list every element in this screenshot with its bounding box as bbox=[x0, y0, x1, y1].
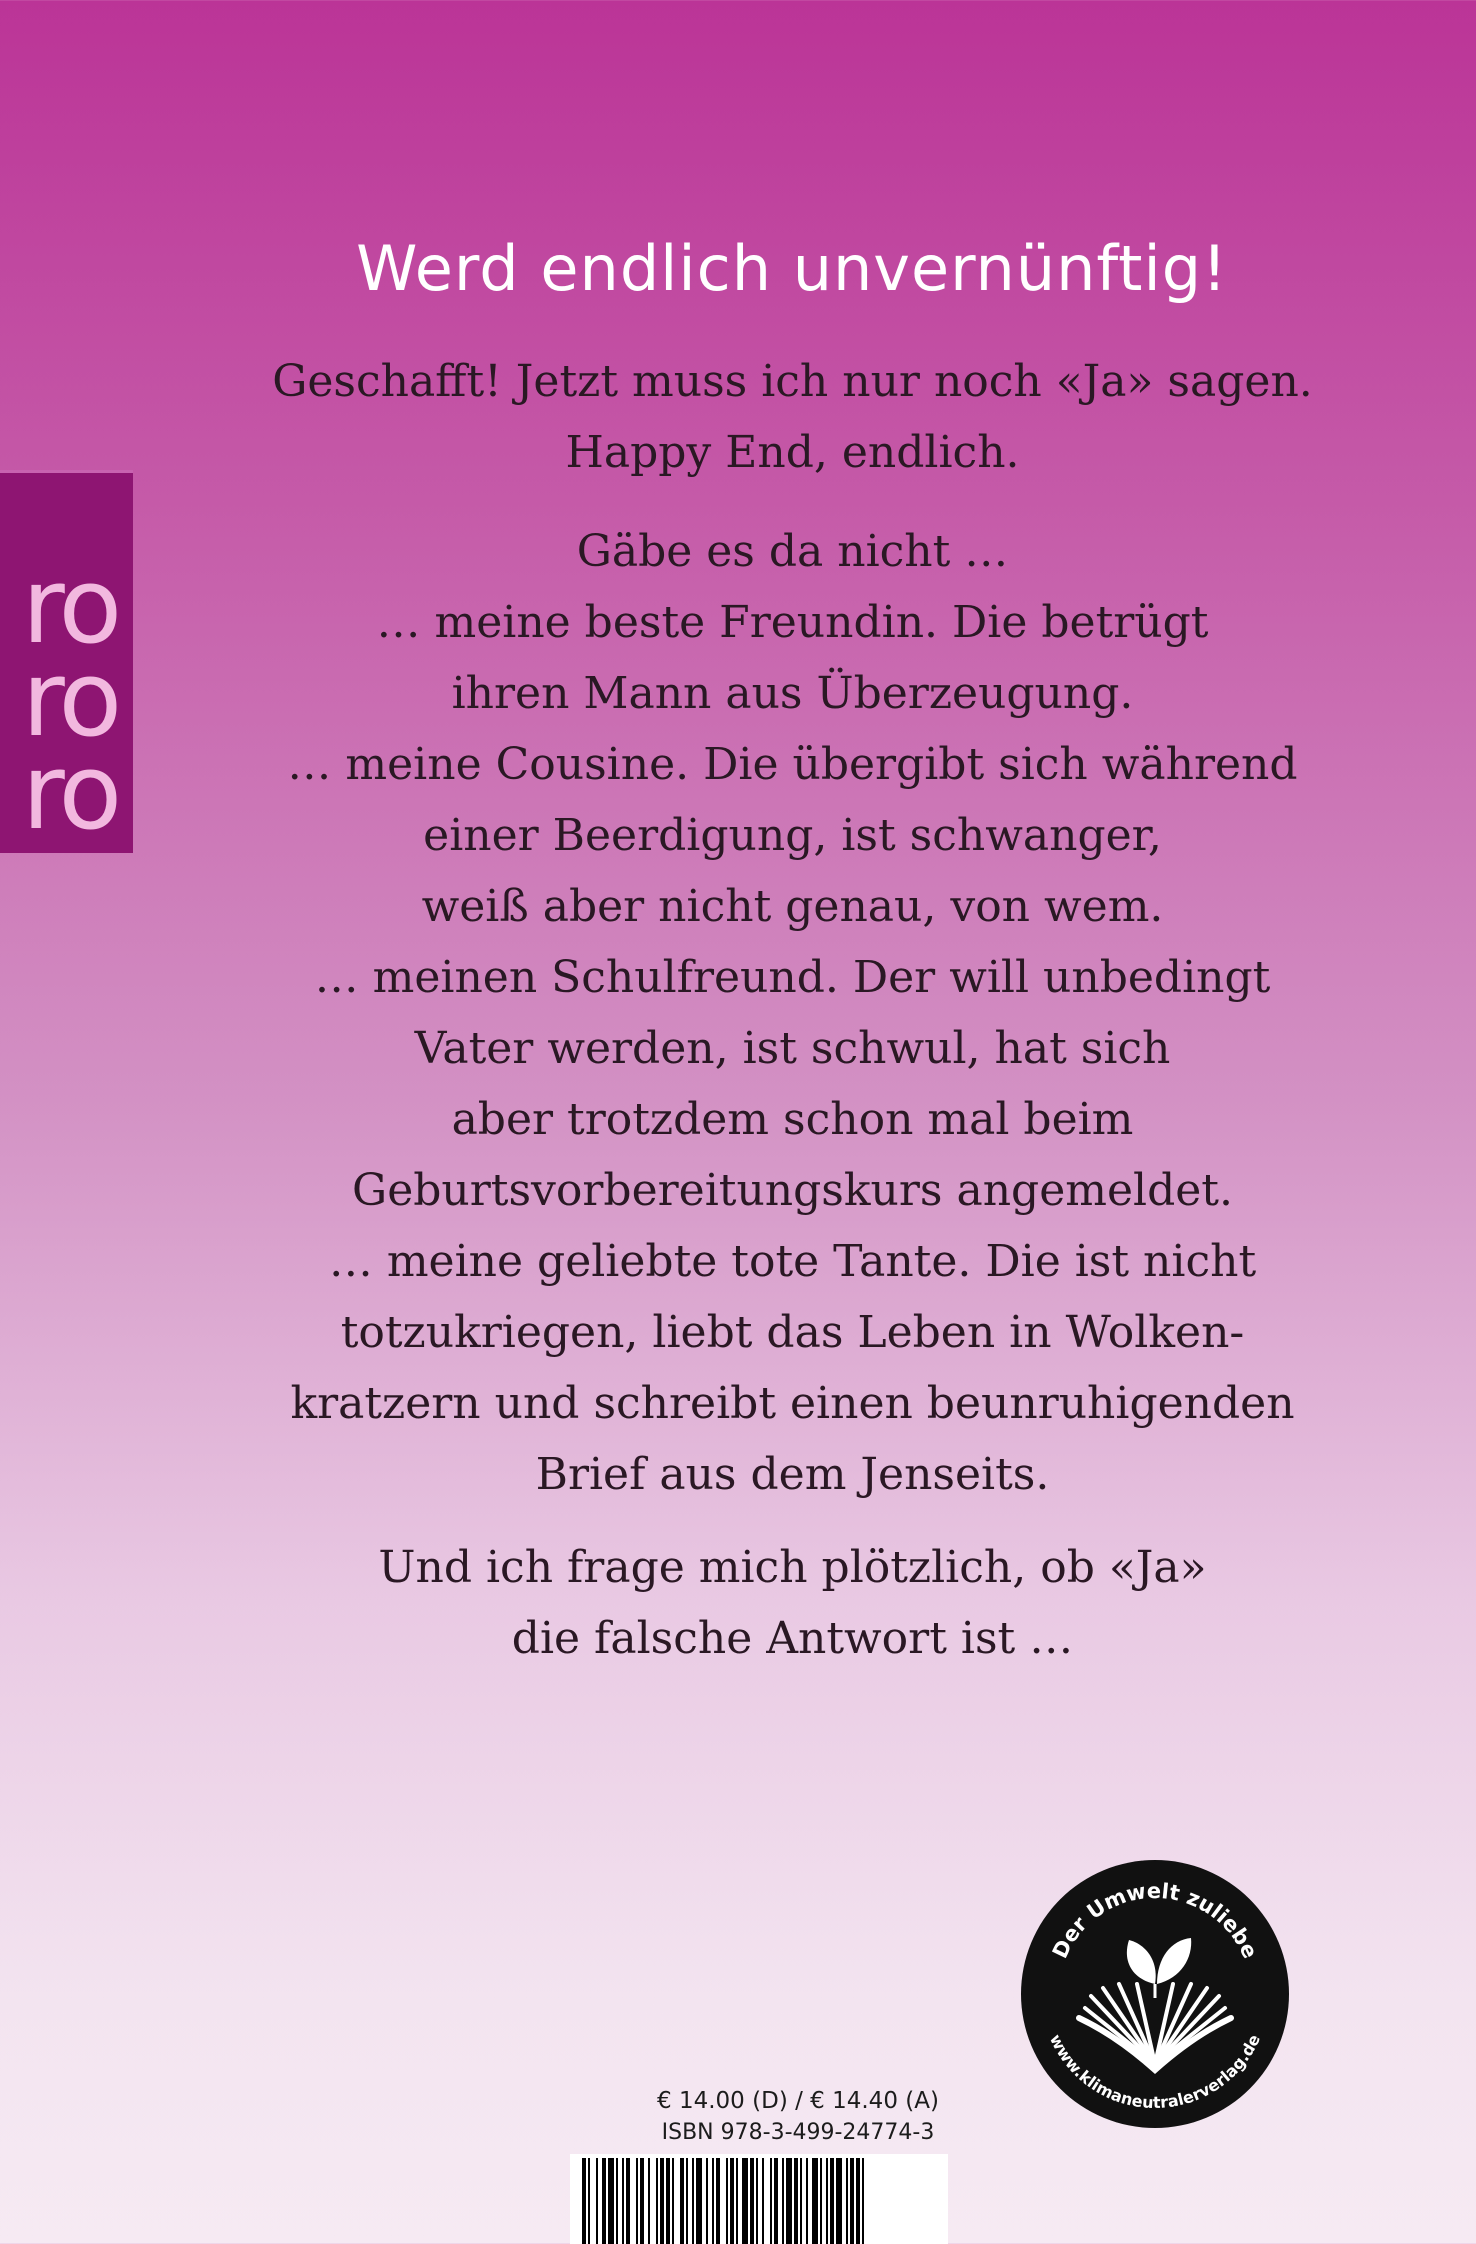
headline: Werd endlich unvernünftig! bbox=[356, 232, 1228, 305]
badge-bottom-text: www.klimaneutralerverlag.de bbox=[1045, 2031, 1265, 2113]
blurb-line: … meinen Schulfreund. Der will unbedingt bbox=[314, 952, 1271, 1003]
blurb-paragraph-characters bbox=[270, 516, 1315, 1510]
blurb-line: weiß aber nicht genau, von wem. bbox=[421, 881, 1164, 932]
barcode-bar bbox=[820, 2158, 822, 2244]
barcode-bar bbox=[742, 2158, 748, 2244]
barcode-bar bbox=[756, 2158, 758, 2244]
barcode-bar bbox=[794, 2158, 798, 2244]
publisher-logo-line: ro bbox=[22, 545, 119, 667]
barcode-bar bbox=[786, 2158, 792, 2244]
barcode-bar bbox=[672, 2158, 674, 2244]
barcode-bar bbox=[716, 2158, 720, 2244]
publisher-logo-line: ro bbox=[22, 731, 119, 853]
publisher-logo-line: ro bbox=[22, 638, 119, 760]
barcode-bar bbox=[862, 2158, 864, 2244]
barcode-bar bbox=[850, 2158, 854, 2244]
barcode-bar bbox=[582, 2158, 586, 2244]
barcode-bar bbox=[680, 2158, 684, 2244]
barcode-bar bbox=[636, 2158, 638, 2244]
blurb-line: … meine Cousine. Die übergibt sich während bbox=[287, 739, 1298, 790]
blurb-line: Geburtsvorbereitungskurs angemeldet. bbox=[352, 1165, 1233, 1216]
barcode-bar bbox=[826, 2158, 828, 2244]
barcode-bar bbox=[836, 2158, 842, 2244]
barcode-bar bbox=[692, 2158, 694, 2244]
barcode-bar bbox=[588, 2158, 590, 2244]
blurb-line: ihren Mann aus Überzeugung. bbox=[451, 668, 1134, 719]
barcode-bar bbox=[806, 2158, 808, 2244]
barcode-bar bbox=[770, 2158, 772, 2244]
blurb-line: … meine geliebte tote Tante. Die ist nicht bbox=[328, 1236, 1257, 1287]
barcode-bar bbox=[706, 2158, 708, 2244]
price-label: € 14.00 (D) / € 14.40 (A) bbox=[657, 2088, 939, 2114]
barcode-bar bbox=[736, 2158, 738, 2244]
barcode-bar bbox=[626, 2158, 630, 2244]
barcode-bar bbox=[774, 2158, 778, 2244]
barcode-bar bbox=[812, 2158, 818, 2244]
blurb-line: Und ich frage mich plötzlich, ob «Ja» bbox=[378, 1542, 1207, 1593]
barcode-bar bbox=[666, 2158, 670, 2244]
blurb-line: aber trotzdem schon mal beim bbox=[451, 1094, 1134, 1145]
barcode-bar bbox=[712, 2158, 714, 2244]
barcode-bar bbox=[830, 2158, 834, 2244]
blurb-paragraph-closing bbox=[270, 1532, 1315, 1674]
barcode-bar bbox=[616, 2158, 618, 2244]
barcode-bar bbox=[596, 2158, 598, 2244]
barcode-bar bbox=[696, 2158, 702, 2244]
isbn-label: ISBN 978-3-499-24774-3 bbox=[661, 2120, 935, 2145]
blurb-line: die falsche Antwort ist … bbox=[511, 1613, 1074, 1664]
blurb-line: totzukriegen, liebt das Leben in Wolken- bbox=[340, 1307, 1245, 1358]
blurb-paragraph-intro bbox=[270, 346, 1315, 488]
barcode-bar bbox=[608, 2158, 614, 2244]
barcode-bar bbox=[856, 2158, 860, 2244]
barcode bbox=[570, 2154, 948, 2244]
blurb-line: Vater werden, ist schwul, hat sich bbox=[414, 1023, 1171, 1074]
barcode-bar bbox=[660, 2158, 664, 2244]
barcode-bar bbox=[686, 2158, 688, 2244]
barcode-bar bbox=[726, 2158, 728, 2244]
blurb-line: … meine beste Freundin. Die betrügt bbox=[376, 597, 1209, 648]
blurb-line: Gäbe es da nicht … bbox=[576, 526, 1009, 577]
blurb-line: kratzern und schreibt einen beunruhigenden bbox=[290, 1378, 1295, 1429]
barcode-bar bbox=[762, 2158, 764, 2244]
blurb-line: Brief aus dem Jenseits. bbox=[535, 1449, 1050, 1500]
badge-top-text: Der Umwelt zuliebe bbox=[1047, 1878, 1263, 1963]
barcode-bar bbox=[846, 2158, 848, 2244]
barcode-bar bbox=[800, 2158, 802, 2244]
barcode-bar bbox=[640, 2158, 644, 2244]
barcode-bar bbox=[602, 2158, 606, 2244]
barcode-bar bbox=[656, 2158, 658, 2244]
barcode-bar bbox=[730, 2158, 734, 2244]
blurb-line: Geschafft! Jetzt muss ich nur noch «Ja» sagen. bbox=[272, 356, 1313, 407]
barcode-bar bbox=[622, 2158, 624, 2244]
blurb-line: einer Beerdigung, ist schwanger, bbox=[423, 810, 1162, 861]
blurb-line: Happy End, endlich. bbox=[565, 427, 1020, 478]
barcode-bar bbox=[648, 2158, 650, 2244]
barcode-bar bbox=[782, 2158, 784, 2244]
barcode-bar bbox=[750, 2158, 754, 2244]
